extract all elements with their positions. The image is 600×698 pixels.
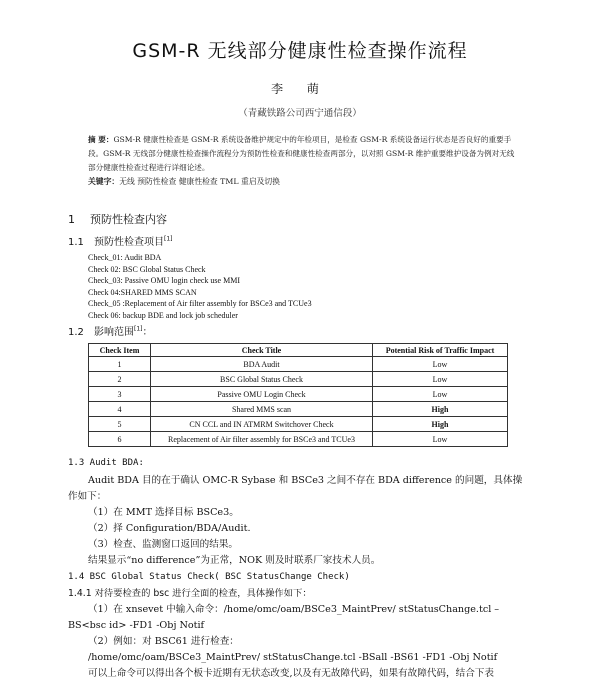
section-1-4-heading: 1.4 BSC Global Status Check( BSC StatusChange Check) (68, 572, 350, 582)
audit-step: （2）择 Configuration/BDA/Audit. (88, 523, 251, 534)
cell-risk: Low (373, 432, 508, 447)
section-1-1-heading (68, 233, 173, 248)
table-row (89, 372, 508, 387)
closing-paragraph: 可以上命令可以得出各个板卡近期有无状态改变,以及有无故障代码，如果有故障代码，结合下表 (88, 668, 494, 679)
check-item: Check_05 :Replacement of Air filter assembly for BSCe3 and TCUe3 (88, 299, 312, 308)
cell-title: Shared MMS scan (151, 402, 373, 417)
paper-title: GSM-R 无线部分健康性检查操作流程 (132, 40, 468, 62)
table-row (89, 387, 508, 402)
keywords-label: 关键字： (88, 177, 120, 186)
section-1-3-heading: 1.3 Audit BDA: (68, 458, 144, 468)
cell-item: 2 (89, 372, 151, 387)
section-1-2-ref: [1] (134, 325, 143, 333)
command-step-1: （1）在 xnsevet 中输入命令：/home/omc/oam/BSCe3_MaintPrev/ stStatusChange.tcl –BS<bsc id> -FD1 -Obj Notif (68, 604, 500, 631)
command-example: /home/omc/oam/BSCe3_MaintPrev/ stStatusChange.tcl -BSall -BS61 -FD1 -Obj Notif (88, 652, 498, 663)
audit-step: （1）在 MMT 选择目标 BSCe3。 (88, 507, 239, 518)
section-1-4-1-heading: 1.4.1 对待要检查的 bsc 进行全面的检查，具体操作如下： (68, 588, 312, 599)
cell-item: 1 (89, 357, 151, 372)
cell-risk: High (373, 402, 508, 417)
section-1-title: 预防性检查内容 (90, 213, 167, 226)
audit-result: 结果显示“no difference”为正常，NOK 则及时联系厂家技术人员。 (88, 555, 381, 566)
table-row (89, 417, 508, 432)
check-item: Check 06: backup BDE and lock job scheduler (88, 310, 238, 320)
command-step-2: （2）例如：对 BSC61 进行检查： (88, 636, 239, 647)
col-header-check-title: Check Title (151, 344, 373, 357)
cell-title: Replacement of Air filter assembly for BSCe3 and TCUe3 (151, 432, 373, 447)
table-row (89, 402, 508, 417)
check-item: Check_03: Passive OMU login check use MMI (88, 276, 240, 285)
author-name: 李 萌 (271, 82, 329, 96)
cell-item: 5 (89, 417, 151, 432)
section-1-1-ref: [1] (164, 235, 173, 243)
col-header-risk: Potential Risk of Traffic Impact (373, 344, 508, 357)
audit-step: （3）检查、监测窗口返回的结果。 (88, 539, 239, 550)
section-1-1-number: 1.1 (68, 237, 84, 248)
section-1-3-paragraph: Audit BDA 目的在于确认 OMC-R Sybase 和 BSCe3 之间不存在 BDA difference 的问题，具体操作如下： (68, 475, 523, 502)
section-1-2-suffix: ： (142, 327, 153, 338)
cell-item: 3 (89, 387, 151, 402)
section-1-heading (68, 211, 167, 227)
abstract (88, 133, 518, 175)
section-1-1-title: 预防性检查项目 (94, 237, 164, 248)
cell-risk: Low (373, 372, 508, 387)
cell-item: 4 (89, 402, 151, 417)
cell-risk: Low (373, 357, 508, 372)
section-1-2-number: 1.2 (68, 327, 84, 338)
table-header-row (89, 344, 508, 357)
keywords-text: 无线 预防性检查 健康性检查 TML 重启及切换 (119, 177, 281, 186)
section-1-number: 1 (68, 213, 75, 226)
section-1-2-title: 影响范围 (94, 327, 134, 338)
cell-title: Passive OMU Login Check (151, 387, 373, 402)
table-row (89, 432, 508, 447)
section-1-2-heading (68, 323, 153, 338)
abstract-label: 摘 要： (88, 135, 114, 144)
risk-table (88, 343, 508, 447)
col-header-check-item: Check Item (89, 344, 151, 357)
abstract-text: GSM-R 健康性检查是 GSM-R 系统设备维护规定中的年检项目，是检查 GSM-R 系统设备运行状态是否良好的重要手段。GSM-R 无线部分健康性检查操作流程分为预防性检查和健康性检查两部分，以对照 GSM-R 维护重要维护设备为例对无线部分健康性检查过程进行详细论述。 (88, 135, 515, 172)
cell-risk: High (373, 417, 508, 432)
keywords (88, 176, 518, 187)
check-item: Check 04:SHARED MMS SCAN (88, 287, 197, 297)
author-affiliation: （青藏铁路公司西宁通信段） (238, 108, 362, 119)
cell-item: 6 (89, 432, 151, 447)
cell-risk: Low (373, 387, 508, 402)
table-row (89, 357, 508, 372)
cell-title: BSC Global Status Check (151, 372, 373, 387)
cell-title: CN CCL and IN ATMRM Switchover Check (151, 417, 373, 432)
audit-steps (88, 505, 528, 553)
check-item: Check_01: Audit BDA (88, 253, 162, 262)
cell-title: BDA Audit (151, 357, 373, 372)
check-item: Check 02: BSC Global Status Check (88, 264, 206, 274)
check-list (88, 252, 528, 321)
